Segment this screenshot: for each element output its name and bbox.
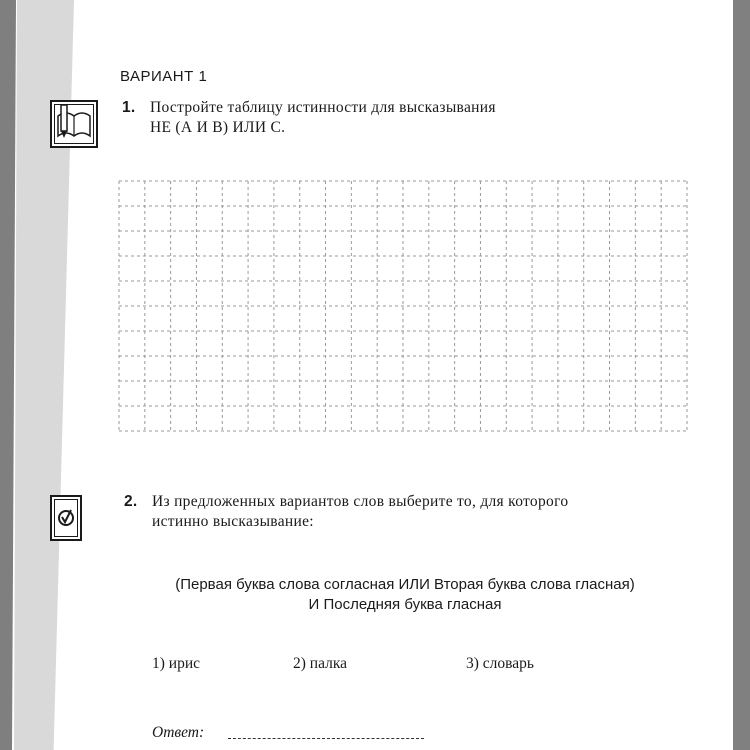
option-3: 3) словарь	[466, 655, 534, 672]
task2-line1: Из предложенных вариантов слов выберите то, для которого	[152, 493, 569, 510]
condition-line2: И Последняя буква гласная	[308, 596, 502, 613]
task1-line2: НЕ (А И В) ИЛИ С.	[150, 119, 286, 136]
scan-border-right	[733, 0, 750, 750]
answer-input-line[interactable]	[228, 738, 424, 739]
pencil-book-icon	[50, 100, 98, 148]
checkmark-circle-icon	[50, 495, 82, 541]
truth-table-grid[interactable]	[118, 180, 688, 432]
variant-title: ВАРИАНТ 1	[120, 68, 208, 85]
option-1: 1) ирис	[152, 655, 201, 672]
task2-number: 2.	[124, 493, 138, 510]
task1-text	[122, 98, 496, 138]
task1-line1: Постройте таблицу истинности для высказывания	[150, 99, 496, 116]
answer-label: Ответ:	[152, 724, 205, 741]
scan-border-left	[0, 0, 16, 750]
task2-text	[124, 492, 569, 532]
condition-line1: (Первая буква слова согласная ИЛИ Вторая буква слова гласная)	[175, 576, 635, 593]
task1-number: 1.	[122, 99, 136, 116]
option-2: 2) палка	[293, 655, 348, 672]
task2-line2: истинно высказывание:	[152, 513, 314, 530]
